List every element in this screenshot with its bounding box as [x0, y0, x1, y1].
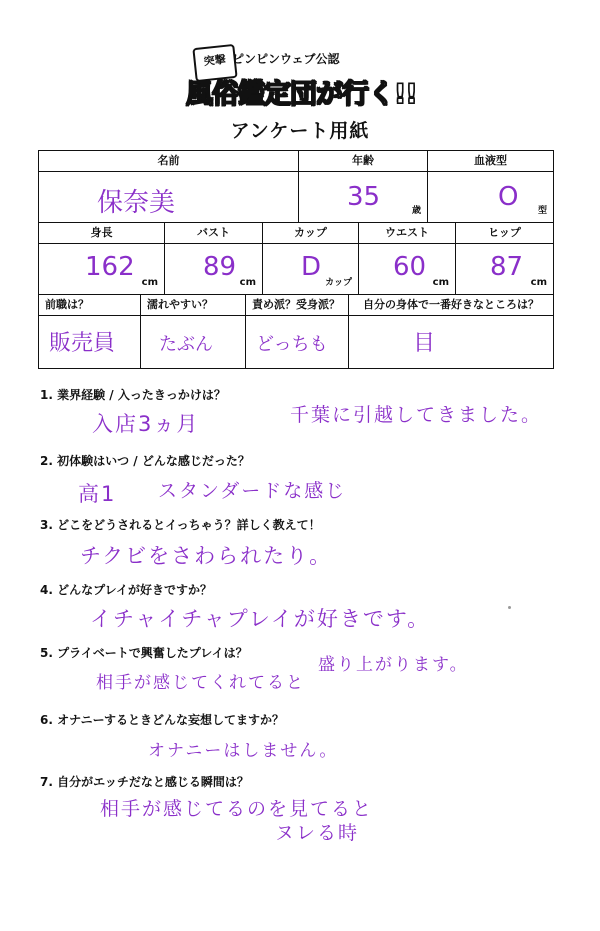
question-2: 2. 初体験はいつ / どんな感じだった？ [40, 454, 250, 468]
blood-unit: 型 [537, 206, 547, 216]
profile-header-row-2 [39, 223, 553, 244]
answer-1a: 入店3ヵ月 [92, 412, 200, 436]
answer-6: オナニーはしません。 [148, 741, 339, 761]
profile-table [38, 150, 554, 369]
age-value: 35 [347, 182, 381, 212]
bust-field [165, 244, 263, 294]
blood-value: O [498, 182, 519, 212]
logo-badge: 突撃 [192, 44, 237, 82]
question-3: 3. どこをどうされるとイっちゃう？詳しく教えて！ [40, 518, 321, 532]
name-value: 保奈美 [97, 188, 176, 218]
profile-header-row-1 [39, 151, 553, 172]
answer-4: イチャイチャプレイが好きです。 [90, 607, 431, 631]
profile-value-row-2 [39, 244, 553, 295]
prev-job-value: 販売員 [49, 331, 116, 356]
answer-1b: 千葉に引越してきました。 [290, 404, 543, 426]
waist-field [359, 244, 456, 294]
answer-2a: 高1 [78, 482, 117, 506]
wet-field [141, 316, 246, 368]
wet-value: たぶん [159, 334, 213, 355]
role-value: どっちも [256, 334, 328, 355]
age-label: 年齢 [299, 151, 428, 171]
bust-value: 89 [203, 252, 237, 282]
favorite-value: 目 [413, 331, 436, 356]
prev-job-label: 前職は？ [39, 295, 141, 315]
waist-value: 60 [393, 252, 427, 282]
favorite-label: 自分の身体で一番好きなところは？ [363, 298, 539, 311]
favorite-field [349, 316, 553, 368]
waist-unit: cm [432, 277, 449, 288]
question-6: 6. オナニーするときどんな妄想してますか？ [40, 713, 285, 727]
answer-7b: ヌレる時 [275, 822, 360, 844]
role-field [246, 316, 349, 368]
cup-label: カップ [263, 223, 359, 243]
stray-dot [508, 606, 511, 609]
answer-7a: 相手が感じてるのを見てると [100, 798, 374, 820]
hip-value: 87 [490, 252, 524, 282]
question-5: 5. プライベートで興奮したプレイは？ [40, 646, 248, 660]
hip-field [456, 244, 553, 294]
name-field [39, 172, 299, 222]
profile-value-row-3 [39, 316, 553, 368]
bust-label: バスト [165, 223, 263, 243]
answer-5a: 相手が感じてくれてると [96, 673, 305, 693]
height-label: 身長 [39, 223, 165, 243]
question-1: 1. 業界経験 / 入ったきっかけは？ [40, 388, 226, 402]
age-field [299, 172, 428, 222]
wet-label: 濡れやすい？ [141, 295, 246, 315]
name-label: 名前 [39, 151, 299, 171]
age-unit: 歳 [411, 206, 421, 216]
logo-title: 風俗鑑定団が行く!! [186, 79, 417, 110]
answer-2b: スタンダードな感じ [158, 480, 347, 502]
form-title: アンケート用紙 [230, 120, 370, 142]
question-4: 4. どんなプレイが好きですか？ [40, 583, 213, 597]
cup-unit: カップ [325, 278, 352, 288]
height-unit: cm [141, 277, 158, 288]
height-field [39, 244, 165, 294]
height-value: 162 [85, 252, 135, 282]
waist-label: ウエスト [359, 223, 456, 243]
answer-5b: 盛り上がります。 [318, 655, 469, 675]
bust-unit: cm [239, 277, 256, 288]
blood-label: 血液型 [474, 154, 507, 167]
cup-value: D [301, 252, 322, 282]
profile-value-row-1 [39, 172, 553, 223]
blood-field [428, 172, 553, 222]
prev-job-field [39, 316, 141, 368]
profile-header-row-3 [39, 295, 553, 316]
role-label: 責め派？受身派？ [246, 295, 349, 315]
cup-field [263, 244, 359, 294]
logo-subtitle: ピンピンウェブ公認 [232, 52, 340, 66]
hip-label: ヒップ [488, 226, 521, 239]
question-7: 7. 自分がエッチだなと感じる瞬間は？ [40, 775, 249, 789]
hip-unit: cm [530, 277, 547, 288]
answer-3: チクビをさわられたり。 [80, 544, 333, 568]
